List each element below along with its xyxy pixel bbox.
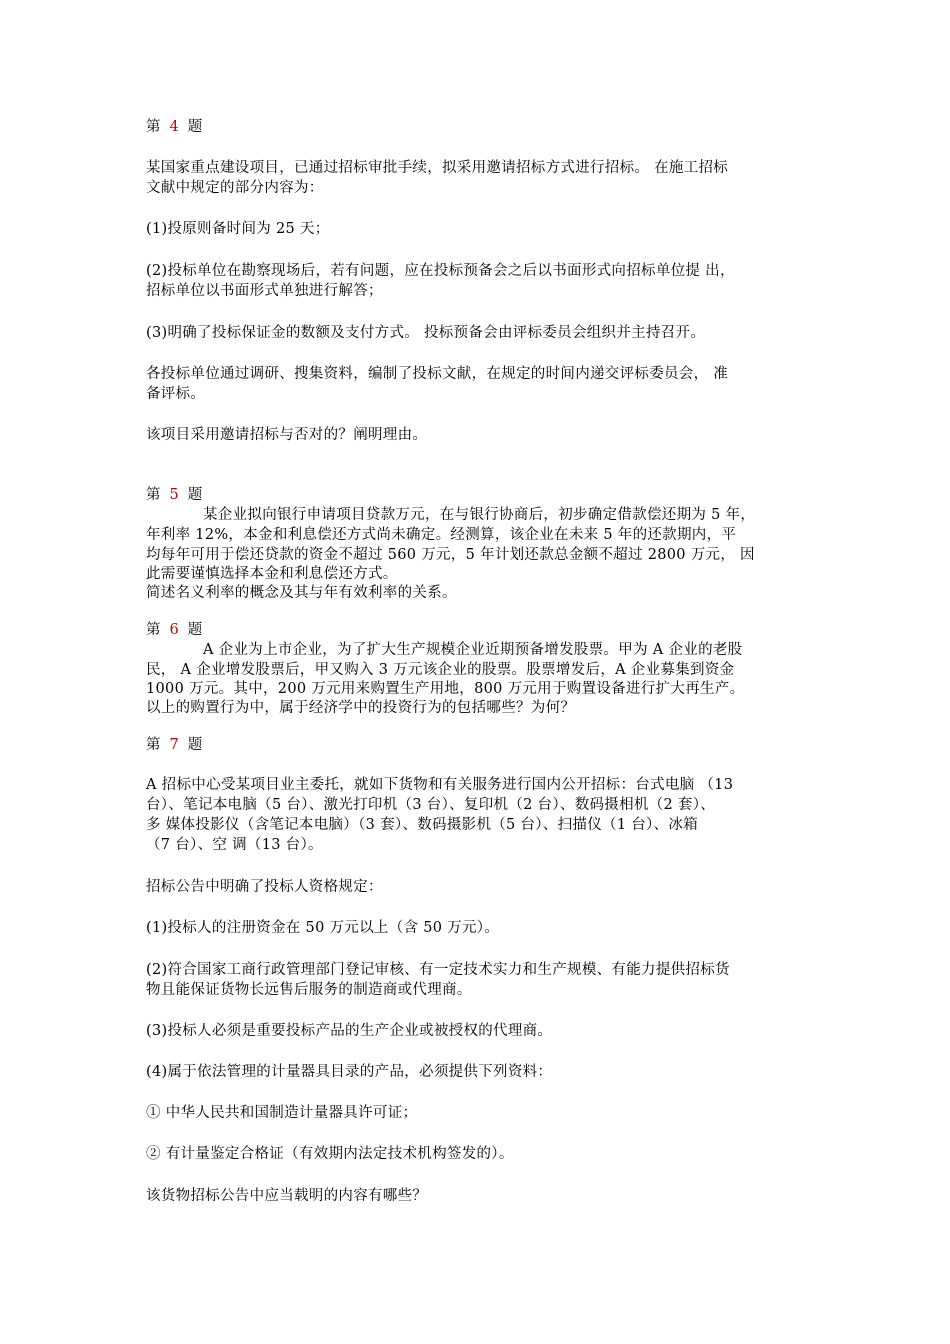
q7-paragraph-line: 台）、笔记本电脑（5 台）、激光打印机（3 台）、复印机（2 台）、数码摄相机（2 套）、 [146, 797, 716, 813]
q7-sub-item-2: ② 有计量鉴定合格证（有效期内法定技术机构签发的）。 [146, 1146, 514, 1162]
q4-item-1: (1)投原则备时间为 25 天； [146, 221, 330, 237]
q5-paragraph-line: 年利率 12%，本金和利息偿还方式尚未确定。经测算，该企业在未来 5 年的还款期内，平 [146, 527, 737, 543]
q4-question: 该项目采用邀请招标与否对的？阐明理由。 [146, 427, 428, 443]
heading-suffix: 题 [187, 119, 203, 135]
heading-suffix: 题 [187, 737, 203, 753]
question-4-heading [146, 117, 202, 137]
q6-paragraph-line: A 企业为上市企业，为了扩大生产规模企业近期预备增发股票。甲为 A 企业的老股 [203, 642, 743, 658]
q5-paragraph-line: 均每年可用于偿还贷款的资金不超过 560 万元，5 年计划还款总金额不超过 2800 万元， 因 [146, 547, 755, 563]
heading-prefix: 第 [146, 487, 161, 503]
q6-question: 以上的购置行为中，属于经济学中的投资行为的包括哪些？为何？ [146, 700, 576, 716]
question-6-heading [146, 620, 202, 640]
q7-sub-item-1: ① 中华人民共和国制造计量器具许可证； [146, 1105, 418, 1121]
q7-paragraph-line: A 招标中心受某项目业主委托，就如下货物和有关服务进行国内公开招标：台式电脑 （13 [146, 777, 734, 793]
heading-prefix: 第 [146, 119, 161, 135]
q7-question: 该货物招标公告中应当载明的内容有哪些？ [146, 1188, 428, 1204]
q7-paragraph-line: （7 台）、空 调（13 台）。 [146, 837, 323, 853]
q7-paragraph-line: 多 媒体投影仪（含笔记本电脑）（3 套）、数码摄影机（5 台）、扫描仪（1 台）、冰箱 [146, 817, 699, 833]
question-number: 7 [169, 737, 179, 753]
heading-prefix: 第 [146, 737, 161, 753]
q6-paragraph-line: 1000 万元。其中，200 万元用来购置生产用地，800 万元用于购置设备进行扩大再生产。 [146, 681, 745, 697]
q4-paragraph-line: 文献中规定的部分内容为： [146, 180, 324, 196]
q4-paragraph-line: 各投标单位通过调研、搜集资料，编制了投标文献，在规定的时间内递交评标委员会， 准 [146, 366, 729, 382]
q4-paragraph-line: 某国家重点建设项目，已通过招标审批手续，拟采用邀请招标方式进行招标。 在施工招标 [146, 160, 729, 176]
q7-requirement-2: (2)符合国家工商行政管理部门登记审核、有一定技术实力和生产规模、有能力提供招标货 [146, 962, 730, 978]
q4-item-2: (2)投标单位在勘察现场后，若有问题，应在投标预备会之后以书面形式向招标单位提 出， [146, 263, 735, 279]
question-7-heading [146, 735, 202, 755]
question-number: 6 [169, 622, 179, 638]
q7-requirement-1: (1)投标人的注册资金在 50 万元以上（含 50 万元）。 [146, 920, 500, 936]
question-5-heading [146, 485, 202, 505]
q7-requirement-2-cont: 物且能保证货物长远售后服务的制造商或代理商。 [146, 982, 472, 998]
q4-paragraph-line: 备评标。 [146, 386, 206, 402]
q7-requirement-3: (3)投标人必须是重要投标产品的生产企业或被授权的代理商。 [146, 1023, 553, 1039]
heading-suffix: 题 [187, 487, 203, 503]
q4-item-3: (3)明确了投标保证金的数额及支付方式。 投标预备会由评标委员会组织并主持召开。 [146, 325, 706, 341]
q7-paragraph-line: 招标公告中明确了投标人资格规定： [146, 879, 383, 895]
q5-question: 简述名义利率的概念及其与年有效利率的关系。 [146, 585, 457, 601]
question-number: 4 [169, 119, 179, 135]
q4-item-2-cont: 招标单位以书面形式单独进行解答； [146, 283, 383, 299]
q5-paragraph-line: 此需要谨慎选择本金和利息偿还方式。 [146, 566, 398, 582]
q6-paragraph-line: 民， A 企业增发股票后，甲又购入 3 万元该企业的股票。股票增发后，A 企业募集到资金 [146, 662, 735, 678]
q5-paragraph-line: 某企业拟向银行申请项目贷款万元，在与银行协商后，初步确定借款偿还期为 5 年， [203, 507, 756, 523]
heading-prefix: 第 [146, 622, 161, 638]
q7-requirement-4: (4)属于依法管理的计量器具目录的产品，必须提供下列资料： [146, 1064, 553, 1080]
question-number: 5 [169, 487, 179, 503]
heading-suffix: 题 [187, 622, 203, 638]
